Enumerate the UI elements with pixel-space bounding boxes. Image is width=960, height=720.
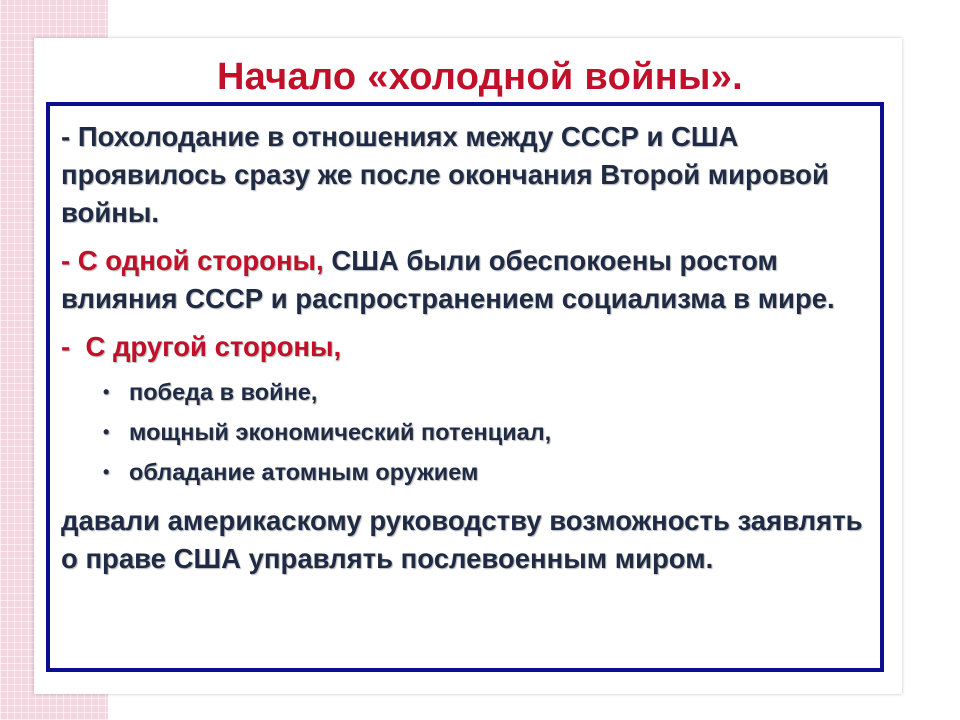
bullet-dot-icon: •: [103, 462, 110, 482]
list-item: [61, 372, 871, 412]
list-item: [61, 412, 871, 452]
list-item: [61, 452, 871, 492]
slide-body: [61, 118, 871, 578]
paragraph-cooling: [61, 118, 871, 232]
bullet-dot-icon: •: [103, 382, 110, 402]
list-item-text: победа в войне,: [129, 379, 318, 405]
paragraph-conclusion: давали америкаскому руководству возможность заявлять о праве США управлять послевоенным миром.: [61, 505, 863, 574]
paragraph-text: С другой стороны,: [85, 331, 342, 362]
list-item-text: мощный экономический потенциал,: [129, 419, 552, 445]
slide-title: Начало «холодной войны».: [216, 56, 744, 98]
paragraph-text: Похолодание в отношениях между СССР и США проявилось сразу же после окончания Второй мировой войны.: [61, 121, 829, 228]
paragraph-prefix: - С одной стороны,: [61, 245, 324, 276]
bullet-dot-icon: •: [103, 422, 110, 442]
paragraph-one-side: [61, 242, 871, 318]
paragraph-text: США были обеспокоены ростом влияния СССР и распространением социализма в мире.: [61, 245, 835, 314]
paragraph-other-side: [61, 328, 871, 366]
paragraph-dash: -: [61, 121, 71, 152]
paragraph-dash: -: [61, 331, 71, 362]
list-item-text: обладание атомным оружием: [129, 459, 479, 485]
bullet-list: [61, 372, 871, 492]
